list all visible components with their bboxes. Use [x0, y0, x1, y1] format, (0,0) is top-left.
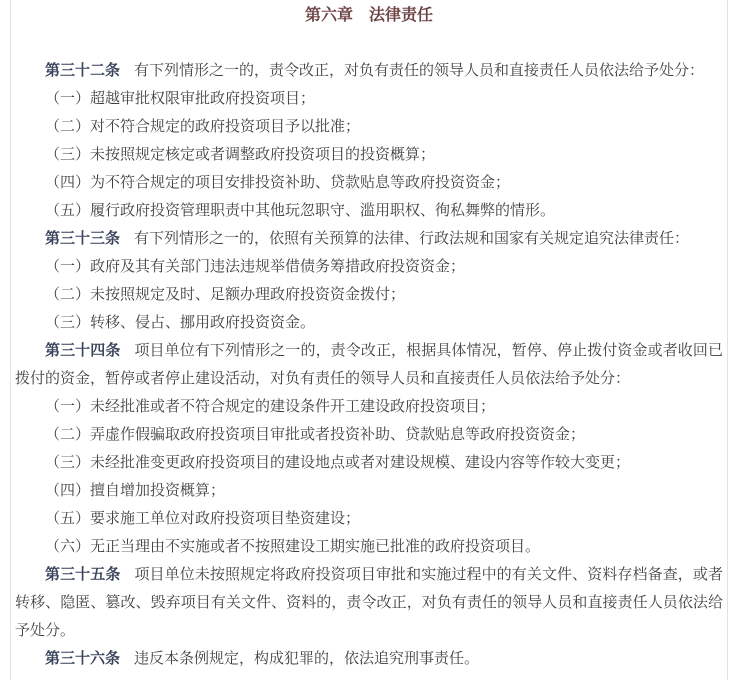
paragraph-text: 有下列情形之一的，依照有关预算的法律、行政法规和国家有关规定追究法律责任： — [134, 229, 690, 247]
paragraph-text: （三）未经批准变更政府投资项目的建设地点或者对建设规模、建设内容等作较大变更； — [45, 453, 631, 471]
paragraph-text: 有下列情形之一的，责令改正，对负有责任的领导人员和直接责任人员依法给予处分： — [134, 61, 705, 79]
paragraph-text: （二）对不符合规定的政府投资项目予以批准； — [45, 117, 361, 135]
paragraph-text: （一）政府及其有关部门违法违规举借债务筹措政府投资资金； — [45, 257, 466, 275]
paragraph-text: （一）未经批准或者不符合规定的建设条件开工建设政府投资项目； — [45, 397, 496, 415]
article-number: 第三十三条 — [45, 229, 121, 247]
paragraph-text: 项目单位有下列情形之一的，责令改正，根据具体情况，暂停、停止拨付资金或者收回已拨付的资金，暂停或者停止建设活动，对负有责任的领导人员和直接责任人员依法给予处分： — [15, 341, 723, 387]
article-33-item-3 — [15, 308, 723, 336]
article-34-item-6 — [15, 532, 723, 560]
paragraph-text: （三）未按照规定核定或者调整政府投资项目的投资概算； — [45, 145, 436, 163]
paragraph-text: （二）未按照规定及时、足额办理政府投资资金拨付； — [45, 285, 406, 303]
document-page — [10, 0, 728, 680]
paragraph-text: （四）为不符合规定的项目安排投资补助、贷款贴息等政府投资资金； — [45, 173, 511, 191]
paragraph-text: （二）弄虚作假骗取政府投资项目审批或者投资补助、贷款贴息等政府投资资金； — [45, 425, 586, 443]
article-32-item-5 — [15, 196, 723, 224]
paragraph-text: 违反本条例规定，构成犯罪的，依法追究刑事责任。 — [134, 649, 480, 667]
article-number: 第三十四条 — [45, 341, 121, 359]
article-32-intro — [15, 56, 723, 84]
article-34-item-5 — [15, 504, 723, 532]
article-32-item-4 — [15, 168, 723, 196]
paragraph-text: （五）履行政府投资管理职责中其他玩忽职守、滥用职权、徇私舞弊的情形。 — [45, 201, 556, 219]
article-33-item-2 — [15, 280, 723, 308]
paragraph-text: （四）擅自增加投资概算； — [45, 481, 226, 499]
article-33-intro — [15, 224, 723, 252]
article-35 — [15, 560, 723, 644]
article-34-intro — [15, 336, 723, 392]
paragraph-text: 项目单位未按照规定将政府投资项目审批和实施过程中的有关文件、资料存档备查，或者转移、隐匿、篡改、毁弃项目有关文件、资料的，责令改正，对负有责任的领导人员和直接责任人员依法给予处分。 — [15, 565, 723, 639]
article-32-item-2 — [15, 112, 723, 140]
article-number: 第三十五条 — [45, 565, 121, 583]
article-number: 第三十二条 — [45, 61, 121, 79]
paragraph-text: （三）转移、侵占、挪用政府投资资金。 — [45, 313, 316, 331]
article-number: 第三十六条 — [45, 649, 121, 667]
article-36 — [15, 644, 723, 672]
paragraph-text: （五）要求施工单位对政府投资项目垫资建设； — [45, 509, 361, 527]
article-34-item-3 — [15, 448, 723, 476]
article-32-item-3 — [15, 140, 723, 168]
article-32-item-1 — [15, 84, 723, 112]
article-34-item-4 — [15, 476, 723, 504]
article-34-item-1 — [15, 392, 723, 420]
paragraph-text: （六）无正当理由不实施或者不按照建设工期实施已批准的政府投资项目。 — [45, 537, 541, 555]
chapter-title: 第六章 法律责任 — [304, 5, 433, 24]
paragraph-text: （一）超越审批权限审批政府投资项目； — [45, 89, 316, 107]
article-33-item-1 — [15, 252, 723, 280]
article-34-item-2 — [15, 420, 723, 448]
